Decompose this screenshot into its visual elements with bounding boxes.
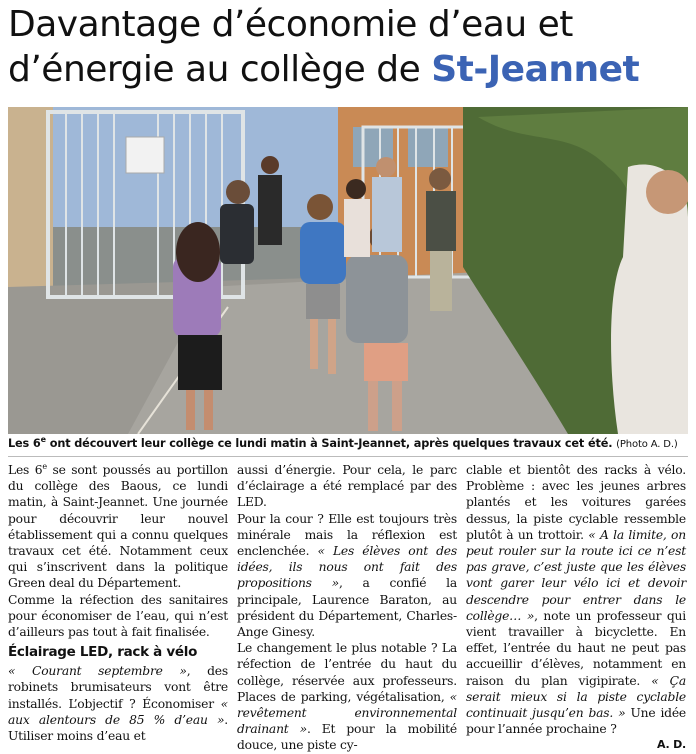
quote: « Les élèves ont des idées, ils nous ont fait des propositions » bbox=[237, 544, 457, 591]
paragraph bbox=[466, 462, 686, 737]
paragraph bbox=[8, 663, 228, 744]
text: , note un professeur qui vient travailler à bicyclette. En effet, l’entrée du haut ne peut pas accueillir d’élèves, notamment en raison du plan vigipirate. bbox=[466, 608, 687, 688]
text: . Et pour la mobilité douce, une piste cy- bbox=[237, 722, 457, 753]
article-column-3 bbox=[466, 462, 686, 754]
caption-superscript: e bbox=[40, 436, 46, 445]
headline-place: St-Jeannet bbox=[431, 49, 640, 90]
quote: « A la limite, on peut rouler sur la route ici ce n’est pas grave, c’est juste que les élèves vont garer leur vélo ici et devoir descendre pour entrer dans le collège… » bbox=[466, 527, 686, 623]
subheading: Éclairage LED, rack à vélo bbox=[8, 644, 198, 661]
headline bbox=[8, 2, 692, 92]
text: Une idée pour l’année prochaine ? bbox=[466, 706, 686, 737]
article-photo bbox=[8, 107, 688, 434]
quote: « aux alentours de 85 % d’eau » bbox=[8, 696, 228, 727]
paragraph: aussi d’énergie. Pour cela, le parc d’éclairage a été remplacé par des LED. bbox=[237, 463, 457, 510]
author-signature: A. D. bbox=[656, 738, 686, 752]
text: . Utiliser moins d’eau et bbox=[8, 712, 228, 744]
paragraph bbox=[237, 640, 457, 753]
text: , a confié la principale, Laurence Baraton, au président du Département, Charles-Ange Ginesy. bbox=[237, 576, 458, 640]
headline-line1: Davantage d’économie d’eau et bbox=[8, 4, 573, 45]
quote: « Courant septembre » bbox=[8, 664, 187, 679]
paragraph bbox=[8, 462, 228, 592]
caption-text: ont découvert leur collège ce lundi matin à Saint-Jeannet, après quelques travaux cet été. bbox=[45, 437, 613, 450]
headline-line2: d’énergie au collège de bbox=[8, 49, 432, 90]
paragraph: Comme la réfection des sanitaires pour économiser de l’eau, qui n’est d’ailleurs pas tout à fait finalisée. bbox=[8, 592, 228, 640]
text: Pour la cour ? Elle est toujours très minérale mais la réflexion est enclenchée. bbox=[237, 511, 457, 559]
quote: « Ça serait mieux si la piste cyclable continuait jusqu’en bas. » bbox=[466, 673, 687, 721]
photo-credit: (Photo A. D.) bbox=[616, 439, 678, 450]
caption-text-start: Les 6 bbox=[8, 437, 41, 450]
text: , des robinets brumisateurs vont être installés. L’objectif ? Économiser bbox=[8, 664, 228, 711]
text: se sont poussés au portillon du collège des Baous, ce lundi matin, à Saint-Jeannet. Une journée pour découvrir leur nouvel établissement qui a connu quelques travaux cet été. Notamment ceux qui s’inscrivent dans la politique Green deal du Département. bbox=[8, 463, 228, 591]
caption-divider bbox=[8, 456, 688, 457]
photo-caption bbox=[8, 436, 688, 452]
text: Les 6 bbox=[8, 463, 43, 477]
text: clable et bientôt des racks à vélo. Problème : avec les jeunes arbres plantés et les voitures garées dessus, la piste cyclable ressemble plutôt à un trottoir. bbox=[466, 463, 686, 542]
superscript: e bbox=[42, 461, 47, 471]
text: Le changement le plus notable ? La réfection de l’entrée du haut du collège, réservée aux professeurs. Places de parking, végétalisation, bbox=[237, 641, 457, 704]
paragraph bbox=[237, 511, 457, 641]
quote: « revêtement environnemental drainant » bbox=[237, 689, 457, 737]
article-column-1 bbox=[8, 462, 228, 744]
article-column-2 bbox=[237, 462, 457, 754]
